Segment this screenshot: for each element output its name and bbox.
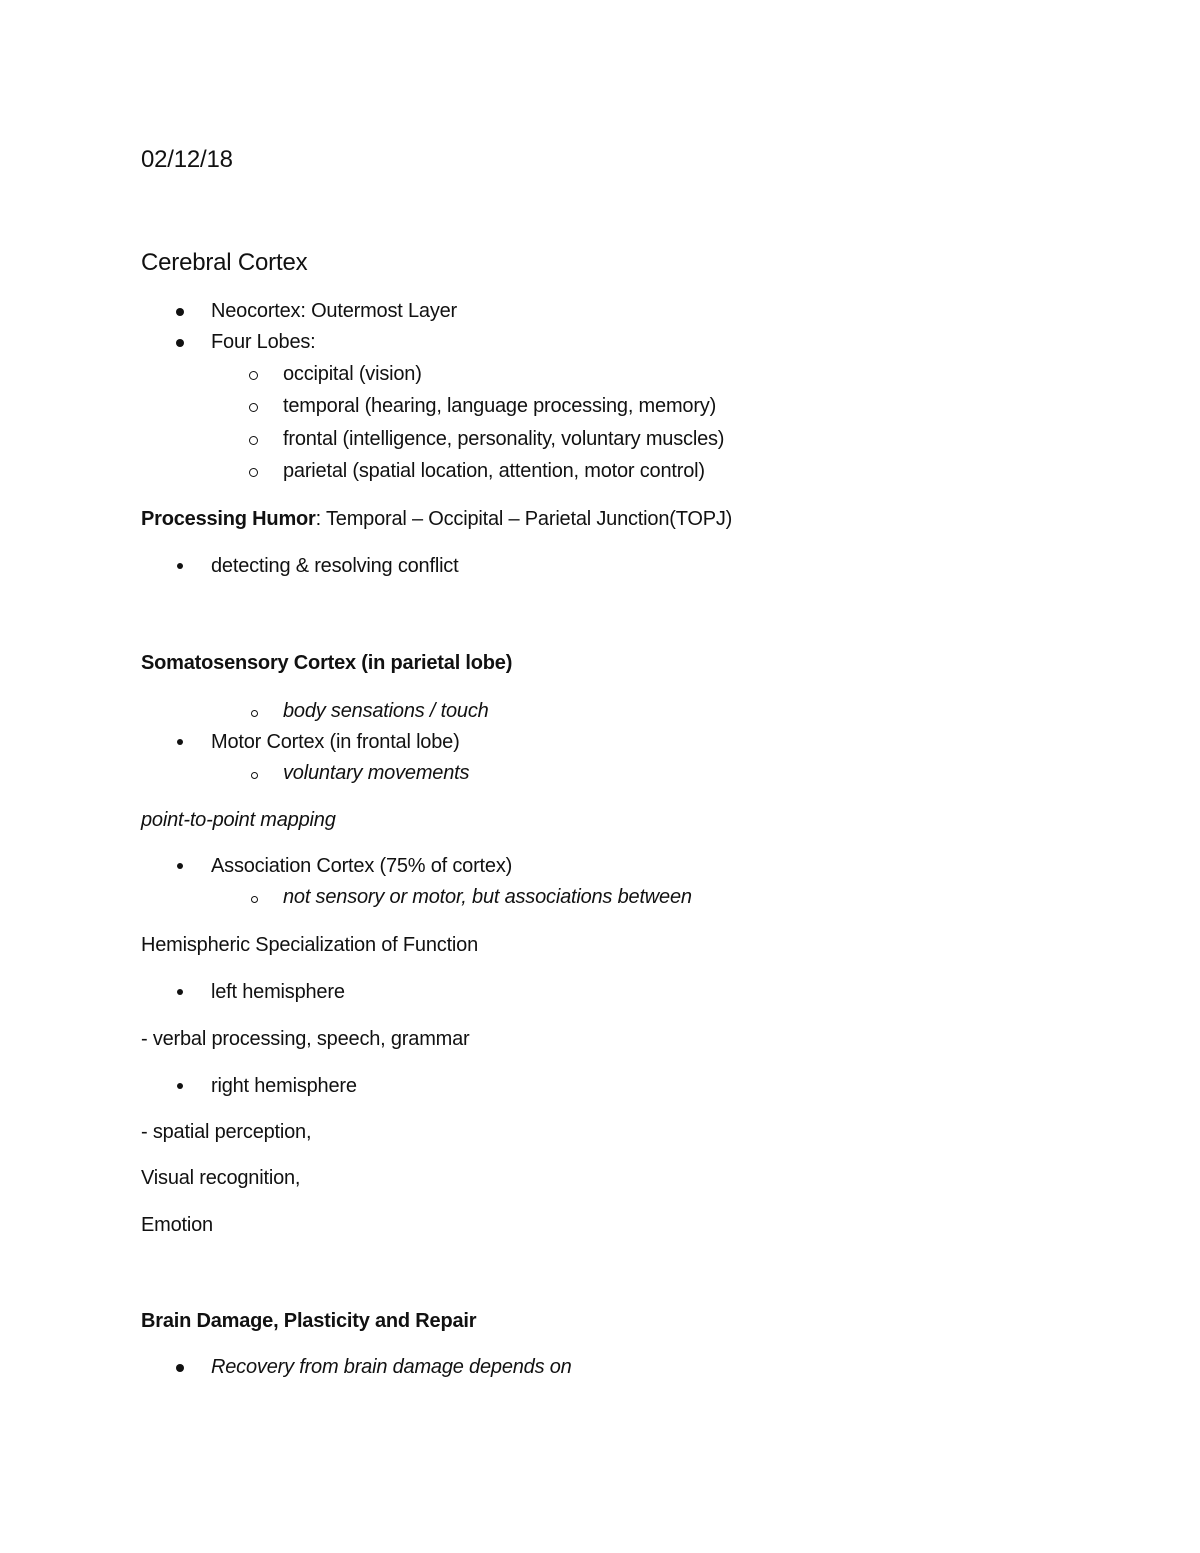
bullet-icon [177,1083,183,1089]
bullet-icon [176,339,184,347]
bullet-detecting-conflict: detecting & resolving conflict [211,555,459,577]
hemispheric-heading: Hemispheric Specialization of Function [141,934,479,956]
lobe-occipital: occipital (vision) [283,363,422,385]
sub-voluntary-movements: voluntary movements [283,762,470,784]
sub-not-sensory-or-motor: not sensory or motor, but associations between [283,886,692,908]
processing-humor-label: Processing Humor [141,508,316,530]
lobe-temporal: temporal (hearing, language processing, memory) [283,395,717,417]
processing-humor-text: : Temporal – Occipital – Parietal Junction(TOPJ) [315,508,733,530]
sub-bullet-icon [251,710,258,717]
sub-bullet-icon [249,403,258,412]
cerebral-cortex-heading: Cerebral Cortex [141,249,308,276]
sub-bullet-icon [249,468,258,477]
bullet-motor-cortex: Motor Cortex (in frontal lobe) [211,731,460,753]
bullet-icon [177,863,183,869]
processing-humor-line [141,507,732,531]
sub-bullet-icon [249,371,258,380]
bullet-left-hemisphere: left hemisphere [211,981,345,1003]
bullet-four-lobes: Four Lobes: [211,331,316,353]
bullet-icon [176,1364,184,1372]
bullet-icon [177,739,183,745]
bullet-icon [177,563,183,569]
left-hemisphere-text: - verbal processing, speech, grammar [141,1028,470,1050]
sub-bullet-icon [251,896,258,903]
bullet-icon [177,989,183,995]
right-hemisphere-text-3: Emotion [141,1214,213,1236]
lobe-frontal: frontal (intelligence, personality, voluntary muscles) [283,428,725,450]
bullet-icon [176,308,184,316]
right-hemisphere-text-1: - spatial perception, [141,1121,312,1143]
somatosensory-heading: Somatosensory Cortex (in parietal lobe) [141,652,513,674]
bullet-neocortex: Neocortex: Outermost Layer [211,300,458,322]
sub-bullet-icon [251,772,258,779]
sub-bullet-icon [249,436,258,445]
lobe-parietal: parietal (spatial location, attention, motor control) [283,460,705,482]
point-to-point-mapping: point-to-point mapping [141,809,336,831]
brain-damage-heading: Brain Damage, Plasticity and Repair [141,1310,477,1332]
right-hemisphere-text-2: Visual recognition, [141,1167,301,1189]
bullet-recovery: Recovery from brain damage depends on [211,1356,572,1378]
bullet-right-hemisphere: right hemisphere [211,1075,357,1097]
date-text: 02/12/18 [141,146,233,173]
bullet-association-cortex: Association Cortex (75% of cortex) [211,855,513,877]
sub-body-sensations: body sensations / touch [283,700,489,722]
